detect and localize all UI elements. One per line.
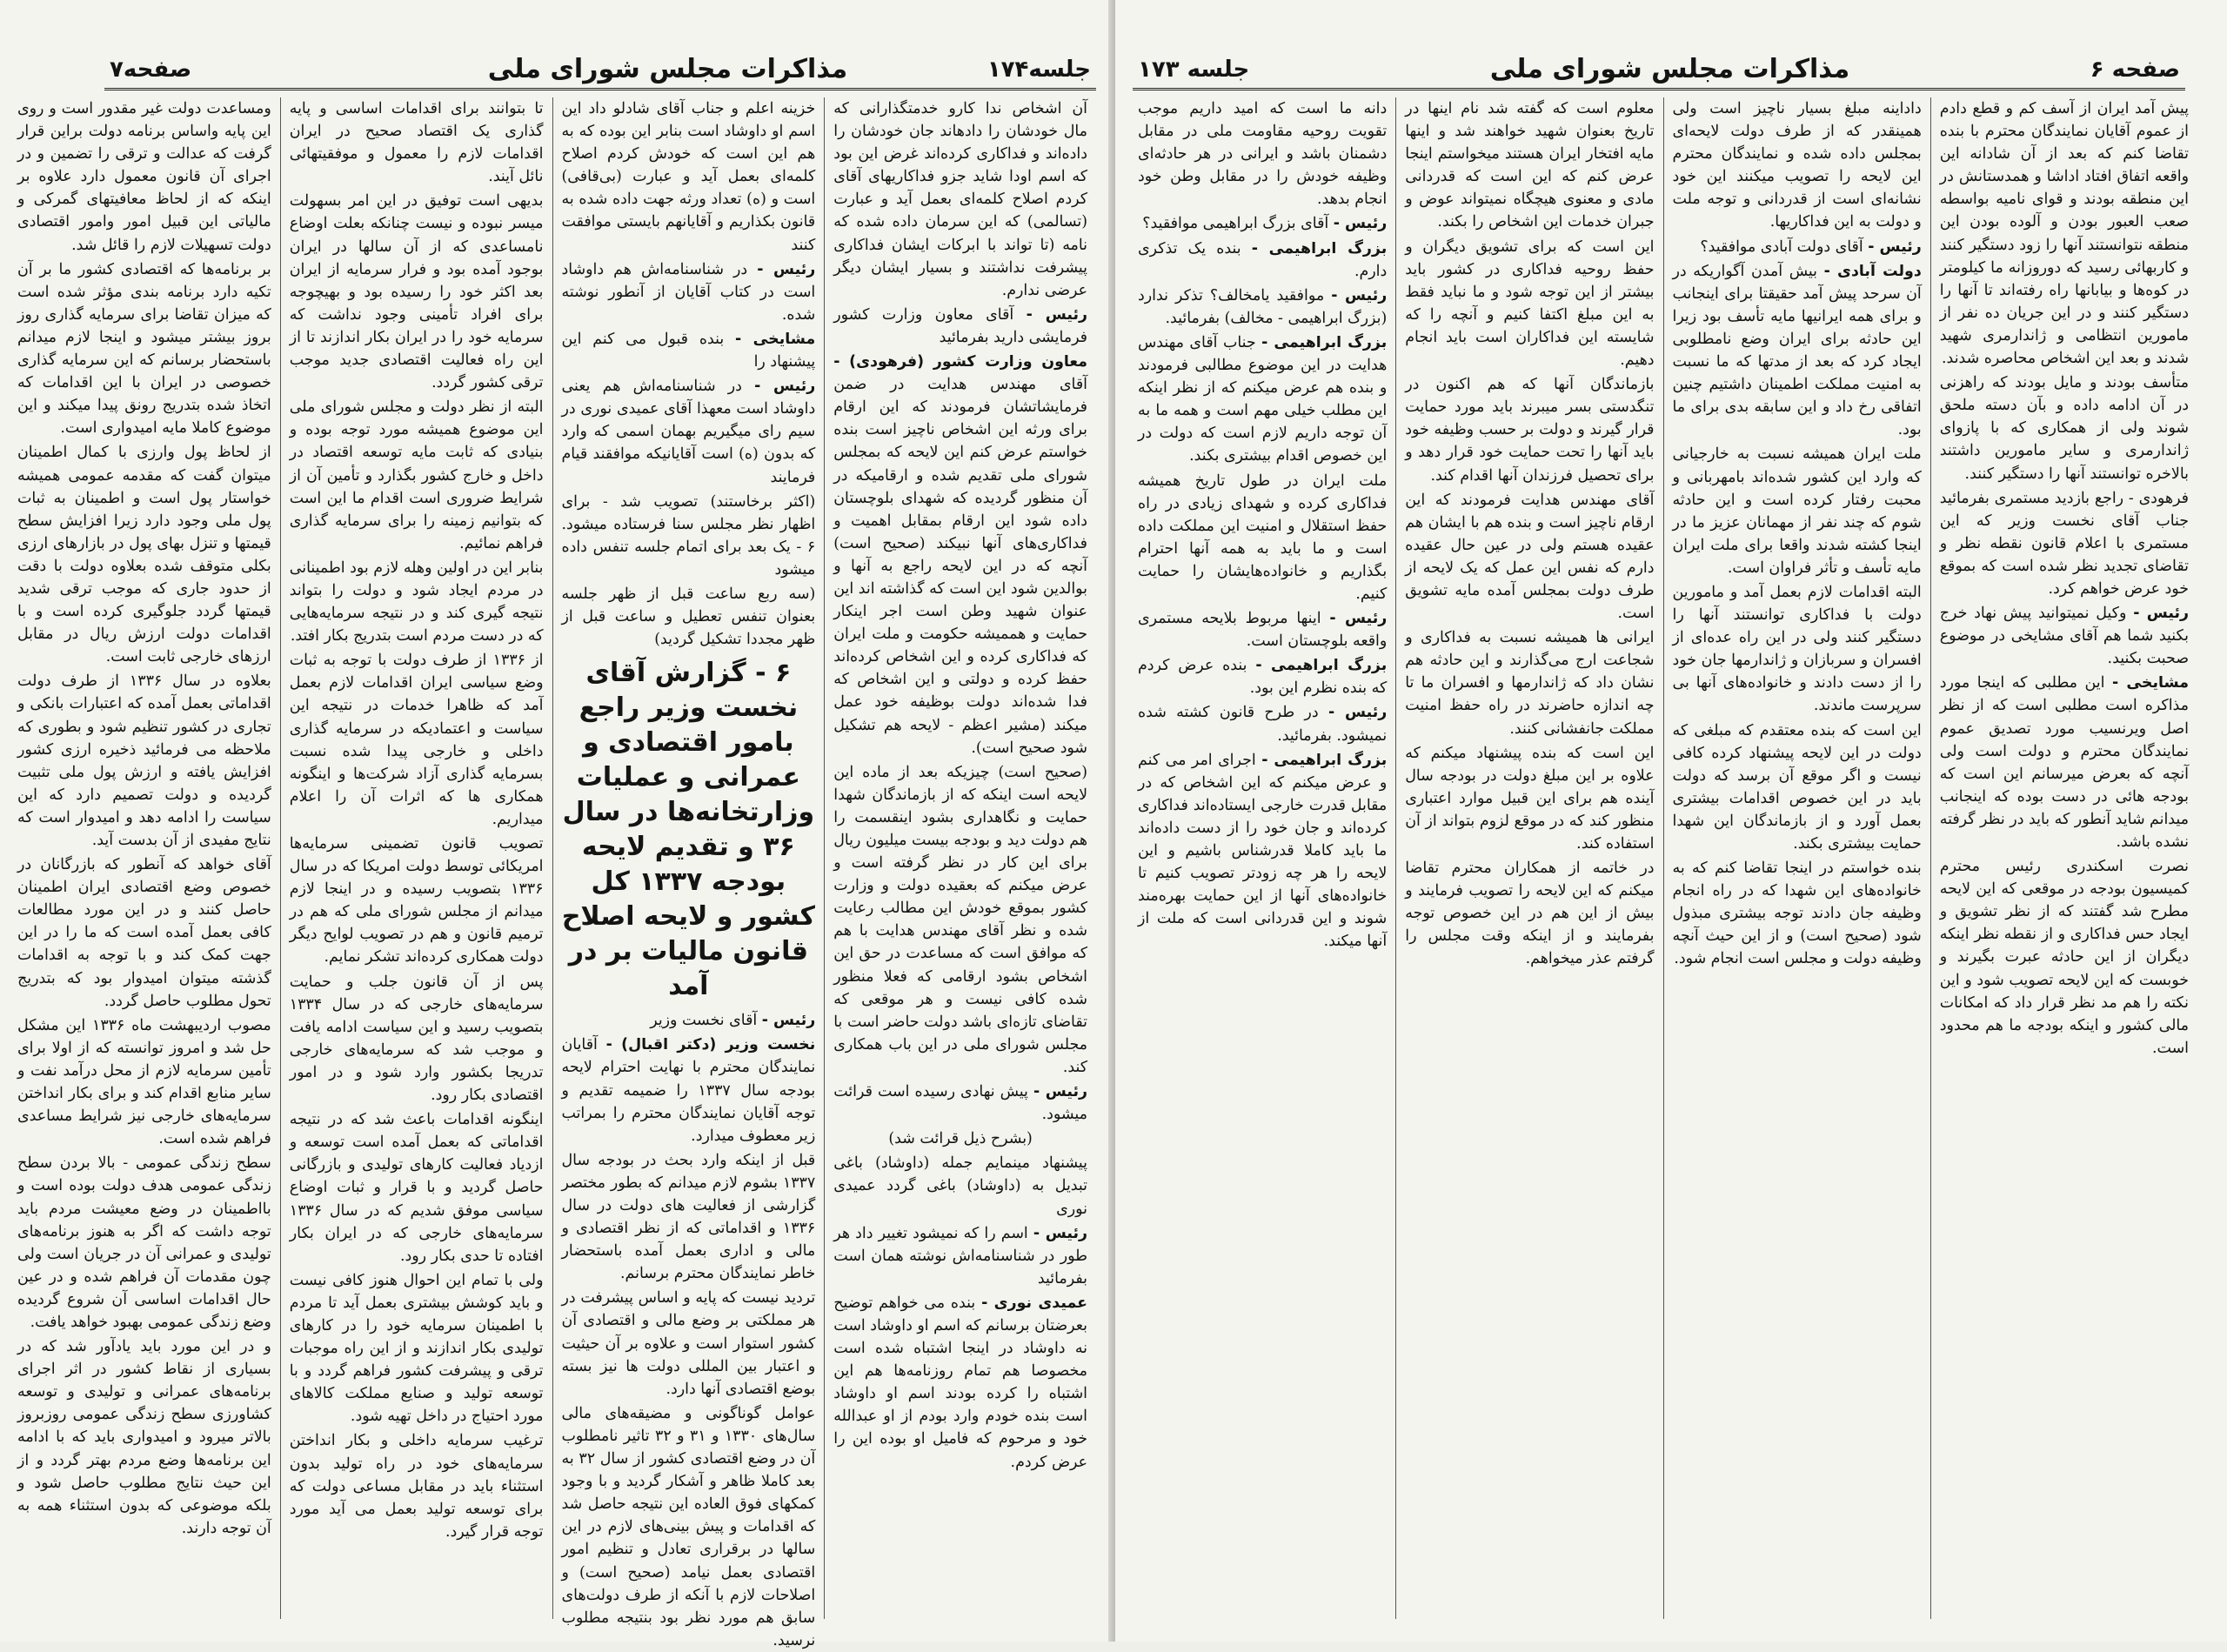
text-paragraph <box>1673 581 1922 718</box>
paragraph-text: (بشرح ذیل قرائت شد) <box>888 1130 1033 1148</box>
speech-paragraph <box>1673 236 1922 258</box>
paragraph-text: داداینه مبلغ بسیار ناچیز است ولی همینقدر که از طرف دولت لایحه‌ای بمجلس داده شده و نمایندگان محترم این لایحه را تصویب میکنند این خود نشانه‌ای است از قدردانی و توجه ملت و دولت به این فداکاریها. <box>1672 100 1922 231</box>
text-paragraph <box>1940 371 2189 485</box>
text-paragraph <box>562 97 816 257</box>
text-paragraph <box>290 971 544 1107</box>
speaker-name: بزرگ ابراهیمی - <box>1261 333 1388 351</box>
paragraph-text: پیش نهادی رسیده است قرائت میشود. <box>833 1083 1087 1124</box>
paragraph-text: موافقید یامخالف؟ تذکر ندارد (بزرگ ابراهیمی - مخالف) بفرمائید. <box>1138 286 1388 327</box>
paragraph-text: جناب آقای مهندس هدایت در این موضوع مطالبی فرمودند و بنده هم عرض میکنم که از نظر اینکه این مطلب خیلی مهم است و همه ما به آن توجه داریم لازم است که دولت در این خصوص اقدام بیشتری بکند. <box>1138 333 1388 465</box>
right-session-number: جلسه ۱۷۳ <box>1138 56 1250 83</box>
text-paragraph <box>562 1287 816 1400</box>
paragraph-text: اینها مربوط بلایحه مستمری واقعه بلوچستان است. <box>1138 610 1388 651</box>
text-column <box>280 97 552 1619</box>
speech-paragraph <box>1138 654 1387 699</box>
paragraph-text: در طرح قانون کشته شده نمیشود. بفرمائید. <box>1138 704 1388 745</box>
paragraph-text: در شناسنامه‌اش هم داوشاد است در کتاب آقایان از آنطور نوشته شده. <box>561 260 816 324</box>
paragraph-text: آقای معاون وزارت کشور فرمایشی دارید بفرمائید <box>833 305 1087 346</box>
paragraph-text: بنده قبول می کنم این پیشنهاد را <box>561 330 816 371</box>
paragraph-text: این است که برای تشویق دیگران و حفظ روحیه فداکاری در کشور باید بیشتر از این توجه شود و ما نباید فقط به این مبلغ اکتفا کنیم و آنچه را که شایسته این فداکاران است باید انجام دهیم. <box>1405 237 1655 370</box>
speaker-name: رئیس - <box>1026 305 1088 324</box>
text-paragraph <box>17 1335 271 1540</box>
text-paragraph <box>1673 97 1922 234</box>
text-column <box>552 97 825 1649</box>
paragraph-text: بیش آمدن آگواریکه در آن سرحد پیش آمد حقیقتا برای اینجانب و برای همه ایرانیها مایه تأسف بود زیرا این حادثه برای ایران وضع نامطلوبی ایجاد کرد که بعد از مدتها که ما نسبت به امنیت مملکت اطمینان داشتیم چنین اتفاقی رخ داد و این سابقه بدی برای ما بود. <box>1672 262 1922 439</box>
text-column <box>9 97 280 1619</box>
speech-paragraph <box>1673 260 1922 442</box>
paragraph-text: در شناسنامه‌اش هم یعنی داوشاد است معهذا آقای عمیدی نوری در سیم رای میگیریم بهمان اسمی که وارد که بدون (ه) است آقایانیکه موافقند قیام فرمایند <box>561 378 816 486</box>
text-paragraph <box>17 97 271 257</box>
paragraph-text: اجرای امر می کنم و عرض میکنم که این اشخاص که در مقابل قدرت خارجی ایستاده‌اند فداکاری کرده‌اند و جان خود را از دست داده‌اند ما باید کاملا قدرشناس باشیم و این لایحه را هر چه زودتر تصویب کنیم تا خانواده‌های آنها از این حمایت بهره‌مند شوند و این قدردانی است که ملت از آنها میکند. <box>1138 751 1388 951</box>
text-paragraph <box>1673 443 1922 579</box>
paragraph-text: بعلاوه در سال ۱۳۳۶ از طرف دولت اقداماتی بعمل آمده که اعتبارات بانکی و تجاری در کشور تنظیم شود و بطوری که ملاحظه می فرمائید ذخیره ارزی کشور افزایش یافته و ارزش پول ملی تثبیت گردیده و دولت تصمیم دارد که این سیاست را ادامه دهد و امیدوار است که نتایج مفیدی از آن بدست آید. <box>17 672 271 849</box>
speaker-name: رئیس - <box>1333 215 1388 233</box>
text-paragraph <box>1405 97 1654 234</box>
text-paragraph <box>1940 97 2189 370</box>
speaker-name: رئیس - <box>1868 237 1922 256</box>
speaker-name: رئیس - <box>1033 1224 1088 1242</box>
paragraph-text: فرهودی - راجع بازدید مستمری بفرمائید جناب آقای نخست وزیر که این مستمری با اعلام قانون نقطه نظر و تقاضای تجدید نظر شده است که بموقع خود عرض خواهم کرد. <box>1939 489 2189 598</box>
paragraph-text: البته اقدامات لازم بعمل آمد و مامورین دولت با فداکاری توانستند آنها را دستگیر کنند ولی در این راه عده‌ای از افسران و سربازان و ژاندارمها جان خود را از دست دادند و خانواده‌های آنها بی سرپرست ماندند. <box>1672 583 1922 715</box>
paragraph-text: در خاتمه از همکاران محترم تقاضا میکنم که این لایحه را تصویب فرمایند و بیش از این هم در این خصوص توجه بفرمایند و از اینکه وقت مجلس را گرفتم عذر میخواهم. <box>1405 859 1655 968</box>
speaker-name: دولت آبادی - <box>1823 262 1922 280</box>
speaker-name: رئیس - <box>757 260 816 278</box>
paragraph-text: تا بتوانند برای اقدامات اساسی و پایه گذاری یک اقتصاد صحیح در ایران اقدامات لازم را معمول و موفقیتهائی نائل آیند. <box>289 100 544 186</box>
paragraph-text: آن اشخاص ندا کارو خدمتگذارانی که مال خودشان را دادهاند جان خودشان را داده‌اند و فداکاری کرده‌اند غرض این بود که اسم اودا شاید جزو فداکاریهای آقای کردم اصلاح کلمه‌ای بعمل آید و عبارت (تسالمی) که این سرمان داده شده که نامه (تا تواند با ابرکات ایشان فداکاری پیشرفت نداشتند و بسیار ایشان دیگر عرضی ندارم. <box>833 100 1087 299</box>
text-paragraph <box>833 761 1087 1079</box>
speaker-name: رئیس - <box>1328 704 1388 722</box>
speech-paragraph <box>1138 701 1387 746</box>
speech-paragraph <box>833 351 1087 759</box>
text-paragraph <box>290 1269 544 1428</box>
speaker-name: رئیس - <box>754 378 816 396</box>
text-column <box>824 97 1096 1619</box>
paragraph-text: تردید نیست که پایه و اساس پیشرفت در هر مملکتی بر وضع مالی و اقتصادی آن کشور استوار است و علاوه بر آن حیثیت و اعتبار بین المللی دولت ها نیز بسته بوضع اقتصادی آنها دارد. <box>561 1289 816 1398</box>
text-paragraph <box>290 557 544 647</box>
text-column <box>1129 97 1395 1619</box>
text-paragraph <box>17 258 271 440</box>
text-paragraph <box>290 649 544 831</box>
text-paragraph <box>562 1149 816 1286</box>
paragraph-text: پیشنهاد مینمایم جمله (داوشاد) باغی تبدیل به (داوشاد) باغی گردد عمیدی نوری <box>833 1154 1087 1218</box>
text-paragraph <box>290 190 544 394</box>
paragraph-text: متأسف بودند و مایل بودند که راهزنی در آن ادامه داده و بآن دسته ملحق شوند ولی از همکاری که با پازوای ژاندارمری و سایر مامورین داشتند بالاخره توانستند آنها را دستگیر کنند. <box>1939 374 2189 483</box>
text-paragraph <box>1138 470 1387 606</box>
speech-paragraph <box>562 328 816 373</box>
paragraph-text: پیش آمد ایران از آسف کم و قطع دادم از عموم آقایان نمایندگان محترم با بنده تقاضا کنم که بعد از آن شادانه این واقعه اتفاق افتاد اداشا و همدستانش در این منطقه بودند و قوای نامیه بواسطه صعب العبور بودن و آلوده بودن این منطقه نتوانستند آنها را زود دستگیر کنند و کاربهائی رسید که دوروزانه ما کیلومتر در کوه‌ها و بیابانها راه رفته‌اند تا آنها را دستگیر کنند و در این جریان ده نفر از مامورین انتظامی و ژاندارمری شهید شدند و بعد این اشخاص محاصره شدند. <box>1939 100 2189 368</box>
text-paragraph <box>1405 626 1654 739</box>
text-paragraph <box>1405 236 1654 372</box>
paragraph-text: ولی با تمام این احوال هنوز کافی نیست و باید کوشش بیشتری بعمل آید تا مردم با اطمینان سرمایه خود را در کارهای تولیدی بکار اندازند و از این راه موجبات ترقی و پیشرفت کشور فراهم گردد و با توسعه تولید و صنایع مملکت کالاهای مورد احتیاج در داخل تهیه شود. <box>289 1271 544 1426</box>
text-paragraph <box>833 1127 1087 1150</box>
section-heading: ۶ - گزارش آقای نخست وزیر راجع بامور اقتصادی و عمرانی و عملیات وزارتخانه‌ها در سال ۳۶ و تقدیم لایحه بودجه ۱۳۳۷ کل کشور و لایحه اصلاح قانون مالیات بر در آمد <box>561 658 815 1002</box>
speech-paragraph <box>1138 284 1387 330</box>
speech-paragraph <box>1138 749 1387 953</box>
speech-paragraph <box>562 1009 816 1032</box>
speech-paragraph <box>833 1222 1087 1290</box>
paragraph-text: خزینه اعلم و جناب آقای شادلو داد این اسم او داوشاد است بنابر این بوده که به هم این است که خودش کردم اصلاح کلمه‌ای بعمل آید و عبارت (بی‌قافی) است و (ه) تعداد ورثه جهت داده شده به قانون بکذاریم و آقایانهم بایستی موافقت کنند <box>561 100 816 254</box>
right-page-header <box>1133 50 2185 90</box>
paragraph-text: (صحیح است) چیزیکه بعد از ماده این لایحه است اینکه که از بازماندگان شهدا حمایت و نگاهداری بشود اینقسمت را هم دولت دید و بودجه بیست میلیون ریال برای این کار در نظر گرفته است و عرض میکنم که بعقیده دولت و وزارت کشور بموقع خودش این مطالب رعایت شده و نظر آقای مهندس هدایت با هم که موافق است که مساعدت در حق این اشخاص بشود ارقامی که فعلا منظور شده کافی نیست و هر موقعی که تقاضای تازه‌ای باشد دولت حاضر است با مجلس شورای ملی در این باب همکاری کند. <box>833 763 1087 1076</box>
speaker-name: رئیس - <box>761 1012 816 1030</box>
left-page <box>0 0 1115 1649</box>
text-paragraph <box>833 1152 1087 1220</box>
paragraph-text: این است که بنده معتقدم که مبلغی که دولت در این لایحه پیشنهاد کرده کافی نیست و اگر موقع آن برسد که دولت باید در این خصوص اقدامات بیشتری بعمل آورد و از بازماندگان این شهدا حمایت بیشتری بکند. <box>1672 721 1922 853</box>
paragraph-text: آقایان نمایندگان محترم با نهایت احترام لایحه بودجه سال ۱۳۳۷ را ضمیمه تقدیم و توجه آقایان نمایندگان محترم را بمراتب زیر معطوف میدارد. <box>561 1036 816 1145</box>
paragraph-text: بنده می خواهم توضیح بعرضتان برسانم که اسم او داوشاد است نه داوشاد در اینجا اشتباه شده است مخصوصا هم تمام روزنامه‌ها هم این اشتباه را کرده بودند اسم او داوشاد است بنده خودم وارد بودم از او عبدالله خود و مرحوم که فامیل او بوده این را عرض کردم. <box>833 1294 1087 1471</box>
speech-paragraph <box>833 1080 1087 1126</box>
text-paragraph <box>290 1429 544 1542</box>
left-page-title: مذاکرات مجلس شورای ملی <box>487 54 848 84</box>
speech-paragraph <box>833 1292 1087 1474</box>
text-paragraph <box>1405 489 1654 625</box>
left-columns <box>9 97 1096 1649</box>
text-paragraph <box>562 1402 816 1652</box>
right-page <box>1115 0 2227 1642</box>
paragraph-text: دانه ما است که امید داریم موجب تقویت روحیه مقاومت ملی در مقابل دشمنان باشد و ایرانی در هر حادثه‌ای وظیفه خودش را در مقابل وطن خود انجام بدهد. <box>1138 100 1388 209</box>
speech-paragraph <box>1940 602 2189 670</box>
speaker-name: بزرگ ابراهیمی - <box>1251 239 1388 257</box>
speech-paragraph <box>1138 237 1387 283</box>
speech-paragraph <box>1138 331 1387 468</box>
paragraph-text: ایرانی ها همیشه نسبت به فداکاری و شجاعت ارج می‌گذارند و این حادثه هم نشان داد که ژاندارمها و افسران ما تا چه اندازه حاضرند در راه حفظ امنیت مملکت جانفشانی کنند. <box>1405 629 1655 738</box>
text-paragraph <box>1940 855 2189 1060</box>
paragraph-text: آقای بزرگ ابراهیمی موافقید؟ <box>1142 215 1329 233</box>
paragraph-text: بنده یک تذکری دارم. <box>1138 239 1388 280</box>
paragraph-text: معلوم است که گفته شد نام اینها در تاریخ بعنوان شهید خواهند شد و اینها مایه افتخار ایران هستند میخواستم اینجا عرض کنم که این است که قدردانی مادی و معنوی هیچگاه نمیتواند عوض و جبران خدمات این اشخاص را بکند. <box>1405 100 1655 231</box>
paragraph-text: ومساعدت دولت غیر مقدور است و روی این پایه واساس برنامه دولت براین قرار گرفت که عدالت و ترقی را تضمین و در اجرای آن قانون معمول دارد علاوه بر اینکه که از لحاظ معافیتهای گمرکی و مالیاتی این قبیل امور وامور اقتصادی دولت تسهیلات لازم را قائل شد. <box>17 100 271 254</box>
paragraph-text: آقای مهندس هدایت فرمودند که این ارقام ناچیز است و بنده هم با ایشان هم عقیده هستم ولی در عین حال عقیده دارم که نفس این عمل که یک لایحه از طرف دولت بمجلس آمده مایه تشویق است. <box>1405 491 1655 623</box>
paragraph-text: البته از نظر دولت و مجلس شورای ملی این موضوع همیشه مورد توجه بوده و بنیادی که ثابت مایه توسعه اقتصاد در داخل و خارج کشور بگذارد و تأمین آن از شرایط ضروری است اقدام ما این است که بتوانیم زمینه را برای سرمایه گذاری فراهم نمائیم. <box>289 398 544 552</box>
speech-paragraph <box>1138 212 1387 235</box>
paragraph-text: این است که بنده پیشنهاد میکنم که علاوه بر این مبلغ دولت در بودجه سال آینده هم برای این قبیل موارد اعتباری منظور کند که در موقع لزوم بتواند از آن استفاده کند. <box>1405 744 1655 853</box>
text-paragraph <box>562 491 816 581</box>
paragraph-text: ملت ایران همیشه نسبت به خارجیانی که وارد این کشور شده‌اند بامهربانی و محبت رفتار کرده است و این حادثه شوم که چند نفر از مهمانان عزیز ما در اینجا کشته شدند واقعا برای ملت ایران مایه تأسف و تأثر فراوان است. <box>1672 445 1922 577</box>
right-columns <box>1129 97 2197 1619</box>
paragraph-text: بنابر این در اولین وهله لازم بود اطمینانی در مردم ایجاد شود و دولت را بتواند نتیجه گیری کند و در نتیجه سرمایه‌هایی که در دست مردم است بتدریج بکار افتد. <box>289 558 544 645</box>
paragraph-text: آقای خواهد که آنطور که بازرگانان در خصوص وضع اقتصادی ایران اطمینان حاصل کنند و در این مورد مطالعات کافی بعمل آمده است که ما را در این جهت کمک کند و با توجه به اقدامات گذشته میتوان امیدوار بود که بتدریج تحول مطلوب حاصل گردد. <box>17 856 271 1010</box>
paragraph-text: این مطلبی که اینجا مورد مذاکره است مطلبی است که از نظر اصل ویرنسیب مورد تصدیق عموم نمایندگان محترم و دولت است ولی آنچه که بعرض میرسانم این است که بودجه هائی در دست بوده که اینجانب میدانم شاید آنطور که باید در نظر گرفته نشده باشد. <box>1939 674 2189 851</box>
text-paragraph <box>290 833 544 969</box>
left-session-number: جلسه۱۷۴ <box>986 56 1091 83</box>
paragraph-text: آقای مهندس هدایت در ضمن فرمایشاتشان فرمودند که این ارقام برای ورثه این اشخاص ناچیز است بنده خواستم عرض کنم این لایحه که بمجلس شورای ملی تقدیم شده و ارقامیکه در آن منظور گردیده که شهدای بلوچستان داده شود این ارقام بمقابل اهمیت و فداکاری‌های آنها نبیکند (صحیح است) آنچه که در این لایحه راجع به آنها و بوالدین شود این است که گذاشته اند این عنوان شهید وطن است اجر اینکار حمایت و هممیشه حکومت و ملت ایران که فداکاری کرده و این اشخاص کرده‌اند حفظ کرده و دولتی و این اشخاص که فدا شده‌اند دولت بوظیفه خود عمل میکند (مشیر اعظم - لایحه هم تشکیل شود صحیح است). <box>833 376 1087 757</box>
speaker-name: رئیس - <box>1033 1083 1088 1101</box>
speech-paragraph <box>562 375 816 488</box>
text-paragraph <box>1405 373 1654 486</box>
speaker-name: رئیس - <box>1331 286 1388 304</box>
right-page-number: صفحه ۶ <box>2090 56 2180 83</box>
text-column <box>1930 97 2197 1619</box>
speech-paragraph <box>562 1033 816 1147</box>
paragraph-text: از لحاظ پول وارزی با کمال اطمینان میتوان گفت که مقدمه عمومی همیشه خواستار پول است و اطمینان به ثبات پول ملی وجود دارد زیرا افزایش سطح قیمتها و تنزل بهای پول در بازارهای ارزی بکلی متوقف شده بعلاوه دولت با دقت از حدود جاری که موجب ترقی شدید قیمتها گردد جلوگیری کرده است و با اقدامات دولت ارزش ریال در مقابل ارزهای خارجی ثابت است. <box>17 444 271 666</box>
paragraph-text: قبل از اینکه وارد بحث در بودجه سال ۱۳۳۷ بشوم لازم میدانم که بطور مختصر گزارشی از فعالیت های دولت در سال ۱۳۳۶ و اقداماتی که از نظر اقتصادی و مالی و اداری بعمل آمده باستحضار خاطر نمایندگان محترم برسانم. <box>561 1151 816 1283</box>
text-column <box>1395 97 1662 1619</box>
paragraph-text: و در این مورد باید یادآور شد که در بسیاری از نقاط کشور در اثر اجرای برنامه‌های عمرانی و تولیدی و توسعه کشاورزی سطح زندگی عمومی روزبروز بالاتر میرود و امیدواری باید که با ادامه این برنامه‌ها وضع مردم بهتر گردد و از این حیث نتایج مطلوب حاصل شود و بلکه موضوعی که بدون استثناء همه به آن توجه دارند. <box>17 1338 271 1537</box>
paragraph-text: بر برنامه‌ها که اقتصادی کشور ما بر آن تکیه دارد برنامه بندی مؤثر شده است که میزان تقاضا برای سرمایه گذاری روز بروز بیشتر میشود و اینجا لازم میدانم باستحضار برسانم که این سرمایه گذاری خصوصی در ایران با این اقدامات که اتخاذ شده بتدریج رونق پیدا میکند و این موضوع کاملا مایه امیدواری است. <box>17 260 271 438</box>
text-paragraph <box>17 670 271 852</box>
text-paragraph <box>1405 742 1654 855</box>
speaker-name: مشایخی - <box>2112 674 2189 692</box>
paragraph-text: از ۱۳۳۶ از طرف دولت با توجه به ثبات وضع سیاسی ایران اقدامات لازم بعمل آمد که ظاهرا خدمات در نتیجه این سیاست و اعتمادیکه در سرمایه گذاری داخلی و خارجی پیدا شده نسبت بسرمایه گذاری آزاد شرکت‌ها و اینگونه همکاری ها که اثرات آن را اعلام میداریم. <box>289 652 544 828</box>
paragraph-text: بنده خواستم در اینجا تقاضا کنم که به خانواده‌های این شهدا که در راه انجام وظیفه جان دادند توجه بیشتری مبذول شود (صحیح است) و از این حیث آنچه وظیفه دولت و مجلس است انجام شود. <box>1672 859 1922 968</box>
text-paragraph <box>290 97 544 188</box>
speech-paragraph <box>562 258 816 326</box>
paragraph-text: عوامل گوناگونی و مضیقه‌های مالی سال‌های ۱۳۳۰ و ۳۱ و ۳۲ تاثیر نامطلوب آن در وضع اقتصادی کشور از سال ۳۲ به بعد کاملا ظاهر و آشکار گردید و با وجود کمکهای فوق العاده این نتیجه حاصل شد که اقدامات و پیش بینی‌های لازم در این سالها در برقراری تعادل و تنظیم امور اقتصادی بعمل نیامد (صحیح است) و اصلاحات لازم با آنکه از طرف دولت‌های سابق هم مورد نظر بود بنتیجه مطلوب نرسید. <box>561 1404 816 1649</box>
left-page-header <box>104 50 1096 90</box>
paragraph-text: نصرت اسکندری رئیس محترم کمیسیون بودجه در موقعی که این لایحه مطرح شد گفتند که از نظر تشویق و ایجاد حس فداکاری و از نقطه نظر اینکه دیگران از این حادثه عبرت بگیرند و خوبست که این لایحه تصویب شود و این نکته را هم مد نظر قرار داد که امکانات مالی کشور و اینکه بودجه ما هم محدود است. <box>1939 858 2189 1057</box>
left-page-number: صفحه۷ <box>110 56 192 83</box>
paragraph-text: اینگونه اقدامات باعث شد که در نتیجه اقداماتی که بعمل آمده است توسعه و ازدیاد فعالیت کارهای تولیدی و بازرگانی حاصل گردید و با قرار و ثبات اوضاع سیاسی موفق شدیم که در سال ۱۳۳۶ سرمایه‌های خارجی که در ایران بکار افتاده تا حدی بکار رود. <box>289 1111 544 1265</box>
paragraph-text: ملت ایران در طول تاریخ همیشه فداکاری کرده و شهدای زیادی در راه حفظ استقلال و امنیت این مملکت داده است و ما باید به همه آنها احترام بگذاریم و خانواده‌هایشان را حمایت کنیم. <box>1138 472 1388 603</box>
paragraph-text: اسم را که نمیشود تغییر داد هر طور در شناسنامه‌اش نوشته همان است بفرمائید <box>833 1224 1087 1287</box>
paragraph-text: (اکثر برخاستند) تصویب شد - برای اظهار نظر مجلس سنا فرستاده میشود. ۶ - یک بعد برای اتمام جلسه تنفس داده میشود <box>561 492 816 579</box>
text-paragraph <box>290 396 544 555</box>
text-paragraph <box>1138 97 1387 211</box>
paragraph-text: وکیل نمیتوانید پیش نهاد خرج بکنید شما هم آقای مشایخی در موضوع صحبت بکنید. <box>1939 605 2189 668</box>
paragraph-text: آقای دولت آبادی موافقید؟ <box>1700 237 1863 256</box>
paragraph-text: آقای نخست وزیر <box>650 1012 758 1030</box>
paragraph-text: بازماندگان آنها که هم اکنون در تنگدستی بسر میبرند باید مورد حمایت قرار گیرند و دولت بر حسب وظیفه خود باید آنها را تحت حمایت خود قرار دهد و برای تحصیل فرزندان آنها اقدام کند. <box>1405 376 1655 485</box>
text-paragraph <box>17 441 271 668</box>
speech-paragraph <box>1940 672 2189 853</box>
text-paragraph <box>562 583 816 651</box>
paragraph-text: بدیهی است توفیق در این امر بسهولت میسر نبوده و نیست چنانکه بعلت اوضاع نامساعدی که از آن سالها در ایران بوجود آمده بود و فرار سرمایه از ایران بعد اکثر خود را رسیده بود و بهیچوجه برای افراد تأمینی وجود نداشت که سرمایه خود را در ایران بکار اندازند تا از این راه فعالیت اقتصادی جدید موجب ترقی کشور گردد. <box>289 192 544 392</box>
text-paragraph <box>290 1108 544 1267</box>
speaker-name: معاون وزارت کشور (فرهودی) - <box>833 353 1087 371</box>
paragraph-text: ترغیب سرمایه داخلی و بکار انداختن سرمایه‌های خود در راه تولید بدون استثناء باید در مقابل مساعی دولت که برای توسعه تولید بعمل می آید مورد توجه قرار گیرد. <box>289 1432 544 1541</box>
paragraph-text: سطح زندگی عمومی - بالا بردن سطح زندگی عمومی هدف دولت بوده است و بااطمینان در وضع معیشت مردم باید توجه داشت که اگر به هنوز برنامه‌های تولیدی و عمرانی آن در جریان است ولی چون مقدمات آن فراهم شده و در عین حال اقدامات اساسی آن شروع گردیده وضع زندگی عمومی بهبود خواهد یافت. <box>17 1154 271 1331</box>
text-paragraph <box>1940 487 2189 600</box>
speaker-name: نخست وزیر (دکتر اقبال) - <box>605 1036 816 1054</box>
speaker-name: مشایخی - <box>735 330 816 348</box>
speaker-name: بزرگ ابراهیمی - <box>1261 751 1388 769</box>
text-paragraph <box>1673 719 1922 856</box>
right-page-title: مذاکرات مجلس شورای ملی <box>1489 54 1850 84</box>
text-paragraph <box>17 1152 271 1334</box>
speaker-name: رئیس - <box>2133 605 2190 623</box>
text-paragraph <box>833 97 1087 302</box>
text-paragraph <box>1673 857 1922 970</box>
paragraph-text: پس از آن قانون جلب و حمایت سرمایه‌های خارجی که در سال ۱۳۳۴ بتصویب رسید و این سیاست ادامه یافت و موجب شد که سرمایه‌های خارجی تدریجا بکشور وارد شود و در امور اقتصادی بکار رود. <box>289 973 544 1105</box>
text-paragraph <box>17 1014 271 1151</box>
speaker-name: بزرگ ابراهیمی - <box>1255 657 1388 675</box>
paragraph-text: تصویب قانون تضمینی سرمایه‌ها امریکائی توسط دولت امریکا که در سال ۱۳۳۶ بتصویب رسیده و در اینجا لازم میدانم از مجلس شورای ملی که هم در ترمیم قانون و هم در تصویب لوایح دیگر دولت همکاری کرده‌اند تشکر نمایم. <box>289 835 544 966</box>
text-column <box>1663 97 1930 1619</box>
text-paragraph <box>1405 857 1654 970</box>
speaker-name: عمیدی نوری - <box>981 1294 1087 1312</box>
paragraph-text: مصوب اردیبهشت ماه ۱۳۳۶ این مشکل حل شد و امروز توانسته که از اولا برای تأمین سرمایه لازم از محل درآمد نفت و سایر منابع اقدام کند و برای بکار انداختن سرمایه‌های خارجی نیز شرایط مساعدی فراهم شده است. <box>17 1016 271 1148</box>
speech-paragraph <box>1138 607 1387 652</box>
speech-paragraph <box>833 304 1087 349</box>
paragraph-text: بنده عرض کردم که بنده نظرم این بود. <box>1138 657 1388 698</box>
speaker-name: رئیس - <box>1329 610 1388 628</box>
paragraph-text: (سه ربع ساعت قبل از ظهر جلسه بعنوان تنفس تعطیل و ساعت قبل از ظهر مجددا تشکیل گردید) <box>561 585 816 649</box>
text-paragraph <box>17 853 271 1013</box>
